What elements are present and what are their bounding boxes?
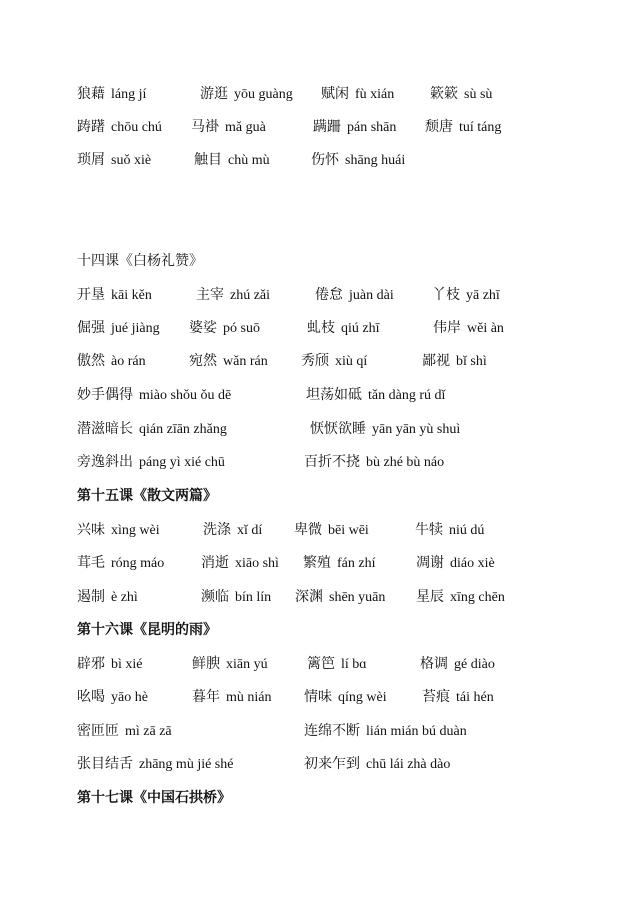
vocab-item xyxy=(321,82,394,107)
vocab-item xyxy=(432,283,500,308)
vocab-pinyin: shāng huái xyxy=(345,153,406,168)
vocab-item xyxy=(307,652,367,677)
vocab-pinyin: bēi wēi xyxy=(328,523,369,538)
vocab-item xyxy=(192,685,272,710)
vocab-pinyin: chōu chú xyxy=(111,120,162,135)
vocab-row xyxy=(0,417,640,441)
vocab-word: 婆娑 xyxy=(189,320,217,336)
vocab-word: 密匝匝 xyxy=(77,723,119,739)
vocab-word: 伤怀 xyxy=(311,152,339,168)
vocab-item xyxy=(303,551,375,576)
vocab-word: 苔痕 xyxy=(422,689,450,705)
vocab-word: 琐屑 xyxy=(77,152,105,168)
vocab-item xyxy=(313,115,396,140)
vocab-pinyin: juàn dài xyxy=(349,288,394,303)
vocab-word: 初来乍到 xyxy=(304,756,360,772)
vocab-pinyin: wǎn rán xyxy=(223,354,268,369)
vocab-item xyxy=(196,283,270,308)
vocab-pinyin: bín lín xyxy=(235,590,272,605)
vocab-item xyxy=(201,585,271,610)
vocab-word: 卑微 xyxy=(294,522,322,538)
vocab-word: 情味 xyxy=(304,689,332,705)
vocab-item xyxy=(77,82,146,107)
vocab-pinyin: pán shān xyxy=(347,120,397,135)
vocab-item xyxy=(422,685,494,710)
vocab-item xyxy=(425,115,501,140)
vocab-pinyin: qián zīān zhǎng xyxy=(139,422,227,437)
vocab-pinyin: xiù qí xyxy=(335,354,368,369)
vocab-word: 繁殖 xyxy=(303,555,331,571)
vocab-item xyxy=(200,82,293,107)
vocab-pinyin: chù mù xyxy=(228,153,270,168)
vocab-row xyxy=(0,115,640,139)
vocab-pinyin: zhāng mù jié shé xyxy=(139,757,234,772)
vocab-pinyin: è zhì xyxy=(111,590,138,605)
vocab-pinyin: xiān yú xyxy=(226,657,268,672)
vocab-word: 宛然 xyxy=(189,353,217,369)
vocab-row xyxy=(0,551,640,575)
vocab-word: 马褂 xyxy=(191,119,219,135)
vocab-word: 牛犊 xyxy=(415,522,443,538)
vocab-item xyxy=(311,148,405,173)
vocab-row xyxy=(0,450,640,474)
vocab-word: 颓唐 xyxy=(425,119,453,135)
vocab-pinyin: xìng wèi xyxy=(111,523,160,538)
vocab-pinyin: wěi àn xyxy=(467,321,504,336)
vocab-word: 潜滋暗长 xyxy=(77,421,133,437)
vocab-item xyxy=(304,719,467,744)
vocab-pinyin: zhú zǎi xyxy=(230,288,271,303)
vocab-row xyxy=(0,383,640,407)
vocab-word: 虬枝 xyxy=(307,320,335,336)
vocab-pinyin: sù sù xyxy=(464,87,493,102)
vocab-word: 深渊 xyxy=(295,589,323,605)
vocab-pinyin: yān yān yù shuì xyxy=(372,422,461,437)
vocab-word: 张目结舌 xyxy=(77,756,133,772)
vocab-pinyin: lí bɑ xyxy=(341,657,367,672)
vocab-word: 消逝 xyxy=(201,555,229,571)
vocab-item xyxy=(304,752,450,777)
vocab-item xyxy=(294,518,369,543)
vocab-item xyxy=(310,417,460,442)
vocab-word: 辟邪 xyxy=(77,656,105,672)
vocab-item xyxy=(304,450,444,475)
vocab-word: 篱笆 xyxy=(307,656,335,672)
vocab-pinyin: fù xián xyxy=(355,87,395,102)
vocab-word: 兴味 xyxy=(77,522,105,538)
vocab-item xyxy=(304,685,387,710)
vocab-word: 蹒跚 xyxy=(313,119,341,135)
vocab-word: 游逛 xyxy=(200,86,228,102)
vocab-row xyxy=(0,82,640,106)
vocab-word: 连绵不断 xyxy=(304,723,360,739)
vocab-word: 洗涤 xyxy=(203,522,231,538)
vocab-pinyin: kāi kěn xyxy=(111,288,152,303)
vocab-item xyxy=(77,283,152,308)
lesson-heading: 十四课《白杨礼赞》 xyxy=(77,253,203,269)
vocab-word: 傲然 xyxy=(77,353,105,369)
vocab-item xyxy=(295,585,385,610)
vocab-item xyxy=(194,148,270,173)
vocab-item xyxy=(415,518,484,543)
vocab-word: 遏制 xyxy=(77,589,105,605)
vocab-item xyxy=(420,652,495,677)
vocab-word: 坦荡如砥 xyxy=(306,387,362,403)
vocab-pinyin: miào shǒu ǒu dē xyxy=(139,388,232,403)
vocab-pinyin: chū lái zhà dào xyxy=(366,757,451,772)
vocab-word: 星辰 xyxy=(416,589,444,605)
vocab-pinyin: lián mián bú duàn xyxy=(366,724,467,739)
vocab-pinyin: láng jí xyxy=(111,87,147,102)
vocab-row xyxy=(0,585,640,609)
vocab-item xyxy=(77,551,164,576)
vocab-word: 茸毛 xyxy=(77,555,105,571)
vocab-pinyin: fán zhí xyxy=(337,556,376,571)
vocab-row xyxy=(0,652,640,676)
vocab-item xyxy=(307,316,380,341)
vocab-word: 伟岸 xyxy=(433,320,461,336)
vocab-word: 倔强 xyxy=(77,320,105,336)
vocab-pinyin: bǐ shì xyxy=(456,354,487,369)
vocab-pinyin: jué jiàng xyxy=(111,321,160,336)
vocab-word: 吆喝 xyxy=(77,689,105,705)
vocab-pinyin: pó suō xyxy=(223,321,260,336)
vocab-row xyxy=(0,316,640,340)
vocab-item xyxy=(77,585,138,610)
vocab-item xyxy=(430,82,492,107)
vocab-item xyxy=(77,316,160,341)
vocab-pinyin: páng yì xié chū xyxy=(139,455,225,470)
vocab-pinyin: mù nián xyxy=(226,690,272,705)
vocab-item xyxy=(433,316,504,341)
vocab-item xyxy=(77,115,162,140)
vocab-item xyxy=(189,349,268,374)
lesson-heading: 第十五课《散文两篇》 xyxy=(77,488,217,504)
vocab-item xyxy=(203,518,262,543)
vocab-pinyin: róng máo xyxy=(111,556,165,571)
vocab-word: 簌簌 xyxy=(430,86,458,102)
vocab-item xyxy=(77,752,233,777)
vocab-row xyxy=(0,148,640,172)
vocab-item xyxy=(191,115,266,140)
vocab-word: 主宰 xyxy=(196,287,224,303)
vocab-pinyin: niú dú xyxy=(449,523,485,538)
vocab-word: 赋闲 xyxy=(321,86,349,102)
vocab-pinyin: xīng chēn xyxy=(450,590,505,605)
vocab-item xyxy=(315,283,394,308)
vocab-row xyxy=(0,283,640,307)
vocab-word: 妙手偶得 xyxy=(77,387,133,403)
vocab-word: 触目 xyxy=(194,152,222,168)
vocab-word: 丫枝 xyxy=(432,287,460,303)
vocab-item xyxy=(77,652,143,677)
vocab-item xyxy=(77,349,146,374)
vocab-item xyxy=(422,349,487,374)
vocab-pinyin: xǐ dí xyxy=(237,523,263,538)
vocab-item xyxy=(77,417,227,442)
vocab-pinyin: gé diào xyxy=(454,657,495,672)
vocab-pinyin: ào rán xyxy=(111,354,146,369)
vocab-word: 倦怠 xyxy=(315,287,343,303)
vocab-pinyin: qíng wèi xyxy=(338,690,387,705)
vocab-word: 秀颀 xyxy=(301,353,329,369)
vocab-word: 开垦 xyxy=(77,287,105,303)
vocab-word: 凋谢 xyxy=(416,555,444,571)
vocab-item xyxy=(189,316,260,341)
vocab-word: 踌躇 xyxy=(77,119,105,135)
vocab-row xyxy=(0,719,640,743)
vocab-word: 狼藉 xyxy=(77,86,105,102)
vocab-pinyin: mǎ guà xyxy=(225,120,266,135)
vocab-word: 恹恹欲睡 xyxy=(310,421,366,437)
vocab-pinyin: mì zā zā xyxy=(125,724,172,739)
vocab-pinyin: yā zhī xyxy=(466,288,500,303)
vocab-row xyxy=(0,518,640,542)
vocab-item xyxy=(77,518,160,543)
vocab-pinyin: diáo xiè xyxy=(450,556,495,571)
vocab-pinyin: tuí táng xyxy=(459,120,502,135)
vocab-pinyin: bì xié xyxy=(111,657,143,672)
vocab-row xyxy=(0,349,640,373)
vocab-pinyin: yōu guàng xyxy=(234,87,293,102)
vocab-pinyin: suǒ xiè xyxy=(111,153,152,168)
lesson-heading: 第十七课《中国石拱桥》 xyxy=(77,790,231,806)
vocab-row xyxy=(0,752,640,776)
vocab-pinyin: xiāo shì xyxy=(235,556,279,571)
vocab-item xyxy=(77,719,172,744)
lesson-heading: 第十六课《昆明的雨》 xyxy=(77,622,217,638)
vocab-item xyxy=(77,383,231,408)
vocab-word: 百折不挠 xyxy=(304,454,360,470)
vocab-item xyxy=(306,383,445,408)
vocab-word: 格调 xyxy=(420,656,448,672)
vocab-word: 濒临 xyxy=(201,589,229,605)
vocab-item xyxy=(416,585,505,610)
vocab-pinyin: shēn yuān xyxy=(329,590,386,605)
vocab-word: 旁逸斜出 xyxy=(77,454,133,470)
vocab-pinyin: tǎn dàng rú dǐ xyxy=(368,388,446,403)
vocab-pinyin: bù zhé bù náo xyxy=(366,455,445,470)
vocab-item xyxy=(301,349,367,374)
vocab-pinyin: yāo hè xyxy=(111,690,148,705)
vocab-item xyxy=(192,652,268,677)
vocab-item xyxy=(77,685,148,710)
vocab-item xyxy=(77,148,151,173)
vocab-word: 鲜腴 xyxy=(192,656,220,672)
vocab-word: 鄙视 xyxy=(422,353,450,369)
vocab-word: 暮年 xyxy=(192,689,220,705)
vocab-row xyxy=(0,685,640,709)
vocab-item xyxy=(77,450,225,475)
vocab-item xyxy=(416,551,495,576)
vocab-pinyin: qiú zhī xyxy=(341,321,380,336)
vocab-pinyin: tái hén xyxy=(456,690,494,705)
vocab-item xyxy=(201,551,279,576)
